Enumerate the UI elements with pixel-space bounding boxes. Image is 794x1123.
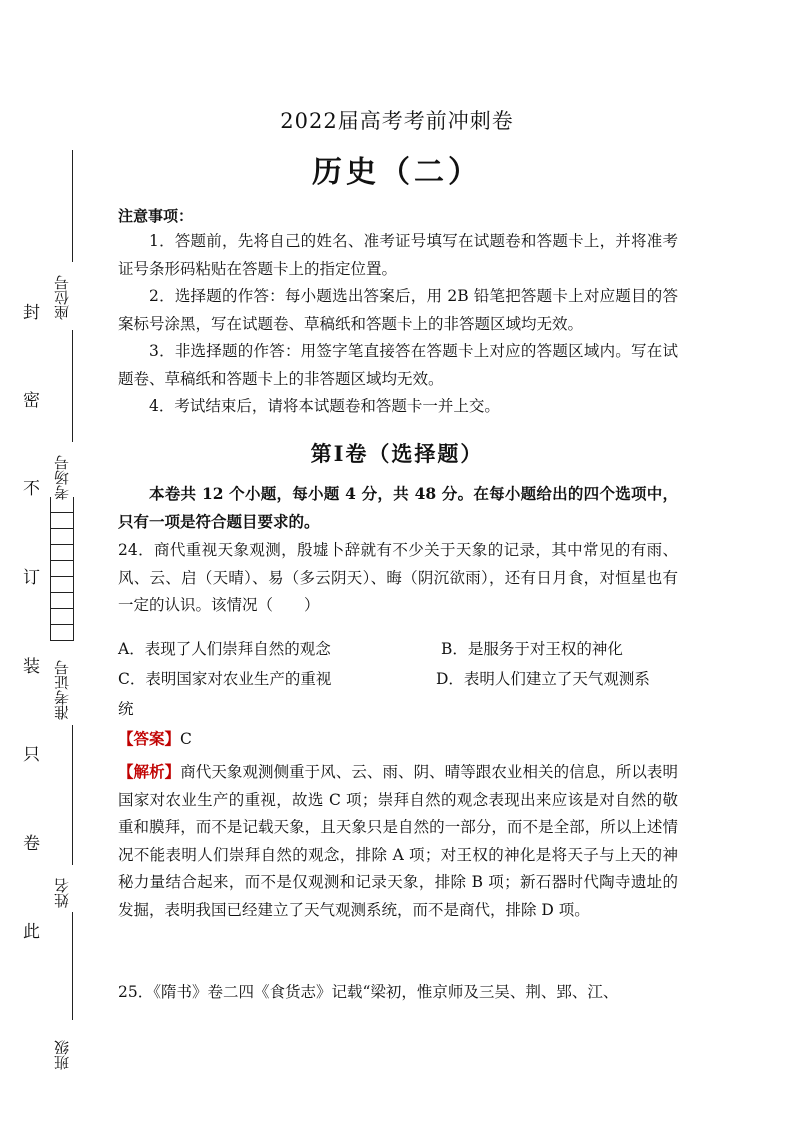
question-stem: 24．商代重视天象观测，殷墟卜辞就有不少关于天象的记录，其中常见的有雨、风、云、启（天晴）、易（多云阴天）、晦（阴沉欲雨），还有日月食，对恒星也有一定的认识。该情况（ ）: [118, 541, 678, 614]
class-label: 班级: [53, 1040, 71, 1070]
seal-char: 订: [23, 568, 40, 588]
seal-char: 卷: [23, 834, 40, 854]
question-24: [118, 537, 678, 620]
seal-char: 装: [23, 657, 40, 677]
notice-item: 4．考试结束后，请将本试题卷和答题卡一并上交。: [149, 397, 500, 415]
name-label: 姓名: [53, 878, 71, 908]
option-d: D．表明人们建立了天气观测系: [436, 670, 650, 688]
class-line: [72, 912, 73, 1020]
subject-title: 历史（二）: [312, 155, 482, 190]
ticket-number-boxes: [50, 497, 74, 641]
exam-room-line: [72, 330, 73, 442]
answer-tag: 【答案】: [118, 729, 181, 748]
analysis-paragraph: [118, 758, 678, 924]
question-25: 25．《隋书》卷二四《食货志》记载“梁初，惟京师及三吴、荆、郢、江、: [118, 983, 619, 1001]
notice-item: 2．选择题的作答：每小题选出答案后，用 2B 铅笔把答题卡上对应题目的答案标号涂黑，写在试题卷、草稿纸和答题卡上的非答题区域均无效。: [118, 287, 678, 333]
exam-room-label: 考场号: [53, 455, 71, 500]
section-instruction: [118, 480, 678, 535]
name-line: [72, 725, 73, 865]
option-a: A．表现了人们崇拜自然的观念: [118, 640, 331, 658]
option-b: B．是服务于对王权的神化: [441, 640, 623, 658]
section-title: 第Ⅰ卷（选择题）: [310, 441, 484, 466]
analysis-text: 商代天象观测侧重于风、云、雨、阴、晴等跟农业相关的信息，所以表明国家对农业生产的重视，故选 C 项；崇拜自然的观念表现出来应该是对自然的敬重和膜拜，而不是记载天象，且天象只是自然的一部分，而不是全部，所以上述情况不能表明人们崇拜自然的观念，排除 A 项；对王权的神化是将天子与上天的神秘力量结合起来，而不是仅观测和记录天象，排除 B 项；新石器时代陶寺遗址的发掘，表明我国已经建立了天气观测系统，而不是商代，排除 D 项。: [118, 763, 678, 919]
seal-char: 密: [23, 391, 40, 411]
notice-item: 3．非选择题的作答：用签字笔直接答在答题卡上对应的答题区域内。写在试题卷、草稿纸和答题卡上的非答题区域均无效。: [118, 342, 678, 388]
ticket-number-label: 准考证号: [53, 660, 71, 720]
notice-list: [118, 228, 678, 421]
analysis-block: [118, 758, 678, 924]
seal-char: 此: [23, 922, 40, 942]
seal-char: 不: [23, 479, 40, 499]
analysis-tag: 【解析】: [118, 762, 181, 781]
notice-item: 1．答题前，先将自己的姓名、准考证号填写在试题卷和答题卡上，并将准考证号条形码粘贴在答题卡上的指定位置。: [118, 232, 678, 278]
seat-label: 座位号: [53, 275, 71, 320]
notice-heading: 注意事项：: [118, 207, 194, 225]
instruction-text: 本卷共 12 个小题，每小题 4 分，共 48 分。在每小题给出的四个选项中，只有一项是符合题目要求的。: [118, 484, 678, 531]
answer-line: [118, 727, 192, 749]
option-d-continued: 统: [118, 700, 134, 718]
option-c: C．表明国家对农业生产的重视: [118, 670, 332, 688]
seal-char: 封: [23, 303, 40, 323]
seal-char: 只: [23, 745, 40, 765]
answer-value: C: [180, 730, 192, 748]
exam-title: 2022届高考考前冲刺卷: [280, 109, 514, 133]
